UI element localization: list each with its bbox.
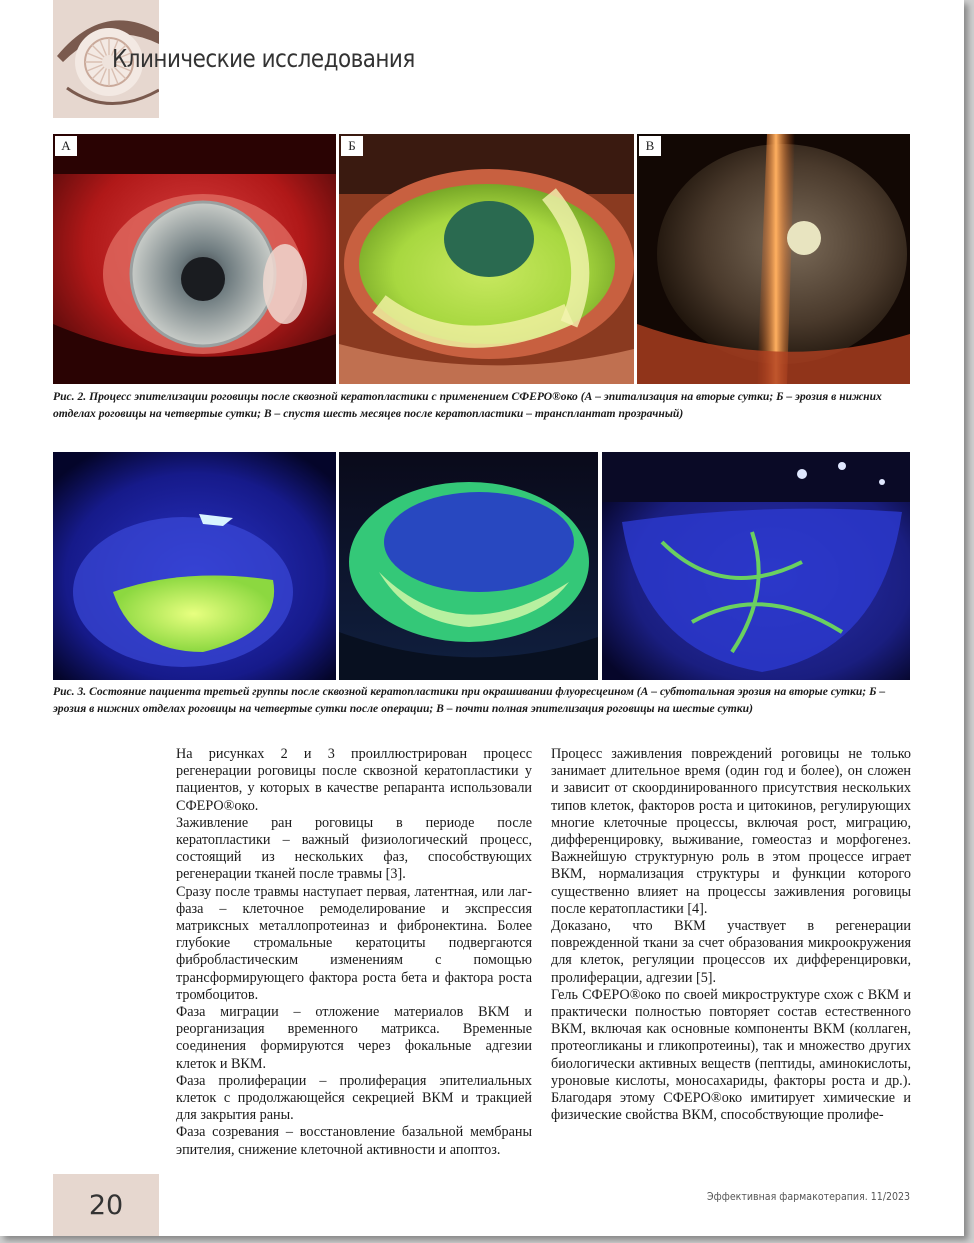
body-paragraph: Процесс заживления повреждений роговицы не только занимает длительное время (один год и более), он сложен и зависит от скоординированного присутствия нескольких типов клеток, факторов роста и цитокинов, регулирующих многие клеточные процессы, включая рост, миграцию, дифференцировку, выживание, гомеостаз и морфогенез. Важнейшую структурную роль в этом процессе играет ВКМ, нормализация структуры и функции которого существенно влияет на процессы заживления роговицы после кератопластики [4].: [551, 746, 911, 917]
body-paragraph: Гель СФЕРО®око по своей микроструктуре схож с ВКМ и практически полностью повторяет состав естественного ВКМ, включая как основные компоненты ВКМ (коллаген, протеогликаны и гликопротеины), так и множество других биологически активных веществ (пептиды, аминокислоты, уроновые кислоты, моносахариды, факторы роста и др.). Благодаря этому СФЕРО®око имитирует химические и физические свойства ВКМ, способствующие пролифе-: [551, 986, 911, 1124]
panel-label-a: А: [55, 136, 77, 156]
section-title: Клинические исследования: [112, 44, 415, 73]
body-paragraph: Фаза миграции – отложение материалов ВКМ и реорганизация временного матрикса. Временные соединения формируются через фокальные адгезии клеток и ВКМ.: [176, 1004, 532, 1072]
figure3-photo-a: [53, 452, 336, 680]
figure3-caption: Рис. 3. Состояние пациента третьей группы после сквозной кератопластики при окрашивании флуоресцеином (А – субтотальная эрозия на вторые сутки; Б – эрозия в нижних отделах роговицы на четвертые сутки после операции; В – почти полная эпителизация роговицы на шестые сутки): [53, 685, 886, 715]
panel-label-c: В: [639, 136, 661, 156]
body-paragraph: Заживление ран роговицы в периоде после кератопластики – важный физиологический процесс, состоящий из нескольких фаз, способствующих регенерации тканей после травмы [3].: [176, 814, 532, 883]
page-number: 20: [88, 1190, 124, 1221]
journal-footer: Эффективная фармакотерапия. 11/2023: [706, 1190, 910, 1203]
body-column-right: [551, 746, 911, 1124]
figure2-photo-a: [53, 134, 336, 384]
body-paragraph: Фаза созревания – восстановление базальной мембраны эпителия, снижение клеточной активности и апоптоз.: [176, 1124, 532, 1158]
figure3-photo-c: [602, 452, 910, 680]
page-number-block: [53, 1174, 159, 1236]
figure2-photo-b: [339, 134, 634, 384]
figure3-photo-b: [339, 452, 598, 680]
body-paragraph: Фаза пролиферации – пролиферация эпителиальных клеток с продолжающейся секрецией ВКМ и тракцией для закрытия раны.: [176, 1072, 532, 1124]
body-paragraph: На рисунках 2 и 3 проиллюстрирован процесс регенерации роговицы после сквозной кератопластики у пациентов, у которых в качестве репаранта использовали СФЕРО®око.: [176, 746, 532, 814]
panel-label-b: Б: [341, 136, 363, 156]
body-paragraph: Доказано, что ВКМ участвует в регенерации поврежденной ткани за счет образования микроокружения для клеток, регуляции процессов их дифференцировки, пролиферации, адгезии [5].: [551, 918, 911, 986]
figure2-photo-c: [637, 134, 910, 384]
body-column-left: [176, 746, 532, 1159]
body-paragraph: Сразу после травмы наступает первая, латентная, или лаг-фаза – клеточное ремоделирование и экспрессия матриксных металлопротеиназ и фибронектина. Более глубокие стромальные кератоциты подвергаются фибробластическим изменениям с помощью трансформирующего фактора роста бета и фактора роста тромбоцитов.: [176, 883, 532, 1003]
figure2-caption: Рис. 2. Процесс эпителизации роговицы после сквозной кератопластики с применением СФЕРО®око (А – эпитализация на вторые сутки; Б – эрозия в нижних отделах роговицы на четвертые сутки; В – спустя шесть месяцев после кератопластики – трансплантат прозрачный): [53, 390, 882, 420]
